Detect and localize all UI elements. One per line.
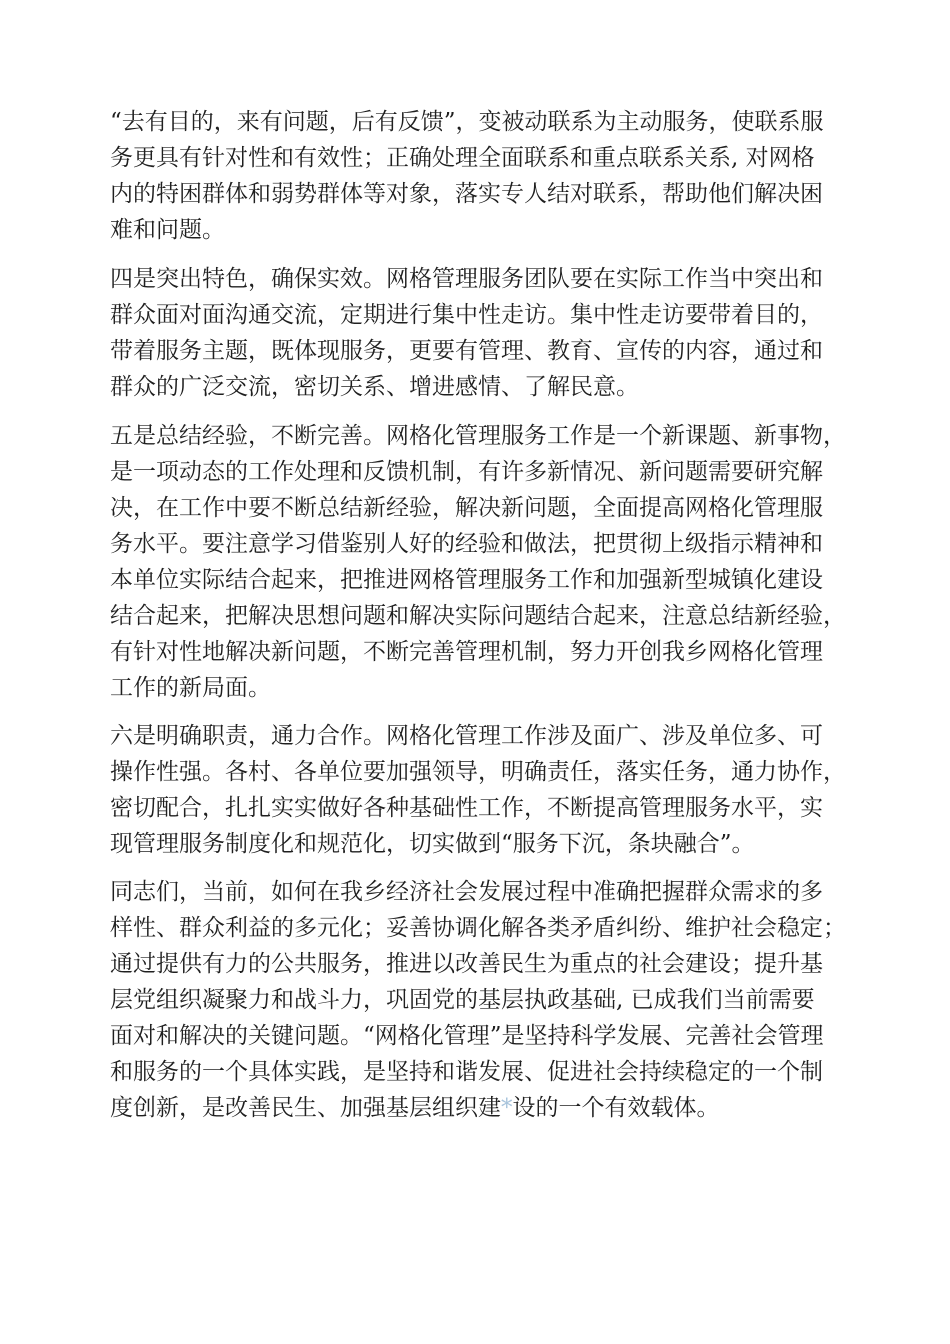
text-line: 通过提供有力的公共服务，推进以改善民生为重点的社会建设；提升基 (110, 951, 823, 977)
text-line: 群众面对面沟通交流，定期进行集中性走访。集中性走访要带着目的， (110, 302, 823, 328)
paragraph-3 (110, 418, 870, 706)
text-line: 现管理服务制度化和规范化，切实做到“服务下沉，条块融合”。 (110, 831, 755, 857)
text-line-last (110, 1090, 870, 1126)
text-line: 务更具有针对性和有效性；正确处理全面联系和重点联系关系, 对网格 (110, 145, 815, 171)
text-line: 密切配合，扎扎实实做好各种基础性工作，不断提高管理服务水平，实 (110, 795, 823, 821)
paragraph-4 (110, 718, 870, 862)
text-line: 结合起来，把解决思想问题和解决实际问题结合起来，注意总结新经验， (110, 603, 846, 629)
text-line: 样性、群众利益的多元化；妥善协调化解各类矛盾纠纷、维护社会稳定； (110, 915, 846, 941)
text-line: 务水平。要注意学习借鉴别人好的经验和做法，把贯彻上级指示精神和 (110, 531, 823, 557)
paragraph-5 (110, 874, 870, 1126)
text-line: “去有目的，来有问题，后有反馈”，变被动联系为主动服务，使联系服 (110, 109, 824, 135)
text-line: 决，在工作中要不断总结新经验，解决新问题，全面提高网格化管理服 (110, 495, 823, 521)
text-line: 四是突出特色，确保实效。网格管理服务团队要在实际工作当中突出和 (110, 266, 823, 292)
text-line: 本单位实际结合起来，把推进网格管理服务工作和加强新型城镇化建设 (110, 567, 823, 593)
text-line: 是一项动态的工作处理和反馈机制，有许多新情况、新问题需要研究解 (110, 459, 823, 485)
text-line: 同志们，当前，如何在我乡经济社会发展过程中准确把握群众需求的多 (110, 879, 823, 905)
text-line: 和服务的一个具体实践，是坚持和谐发展、促进社会持续稳定的一个制 (110, 1059, 823, 1085)
text-line: 工作的新局面。 (110, 675, 271, 701)
text-line: 六是明确职责，通力合作。网格化管理工作涉及面广、涉及单位多、可 (110, 723, 823, 749)
asterisk-mark: * (501, 1095, 513, 1121)
text-segment: 设的一个有效载体。 (512, 1095, 720, 1121)
text-line: 难和问题。 (110, 217, 225, 243)
text-line: 层党组织凝聚力和战斗力，巩固党的基层执政基础, 已成我们当前需要 (110, 987, 815, 1013)
text-line: 五是总结经验，不断完善。网格化管理服务工作是一个新课题、新事物， (110, 423, 846, 449)
text-line: 带着服务主题，既体现服务，更要有管理、教育、宣传的内容，通过和 (110, 338, 823, 364)
text-segment: 度创新，是改善民生、加强基层组织建 (110, 1095, 501, 1121)
text-line: 内的特困群体和弱势群体等对象，落实专人结对联系，帮助他们解决困 (110, 181, 823, 207)
text-line: 操作性强。各村、各单位要加强领导，明确责任，落实任务，通力协作， (110, 759, 846, 785)
text-line: 面对和解决的关键问题。“网格化管理”是坚持科学发展、完善社会管理 (110, 1023, 824, 1049)
text-line: 群众的广泛交流，密切关系、增进感情、了解民意。 (110, 374, 639, 400)
paragraph-2 (110, 261, 870, 405)
paragraph-1 (110, 104, 870, 248)
text-line: 有针对性地解决新问题，不断完善管理机制，努力开创我乡网格化管理 (110, 639, 823, 665)
